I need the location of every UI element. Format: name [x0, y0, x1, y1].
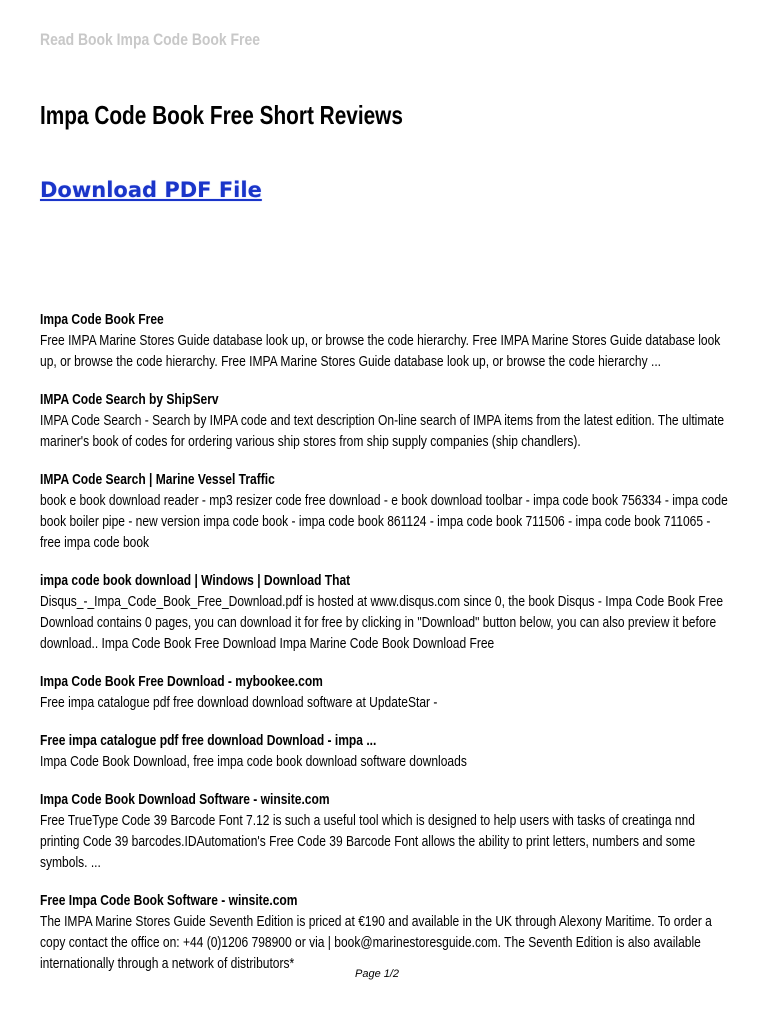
- review-title: Free impa catalogue pdf free download Download - impa ...: [40, 733, 377, 749]
- review-title: Impa Code Book Free: [40, 312, 164, 328]
- review-entry: [40, 672, 729, 714]
- review-title: IMPA Code Search by ShipServ: [40, 392, 219, 408]
- review-text: IMPA Code Search - Search by IMPA code and text description On-line search of IMPA items from the latest edition. The ultimate mariner's book of codes for ordering various ship stores from ship supply companies (ship chandlers).: [40, 413, 725, 450]
- page-number: Page 1/2: [355, 968, 400, 980]
- running-header: Read Book Impa Code Book Free: [40, 30, 260, 49]
- review-text: Free TrueType Code 39 Barcode Font 7.12 is such a useful tool which is designed to help users with tasks of creatinga nnd printing Code 39 barcodes.IDAutomation's Free Code 39 Barcode Font allows the ability to print letters, numbers and some symbols. ...: [40, 813, 696, 871]
- review-title: impa code book download | Windows | Download That: [40, 573, 351, 589]
- review-title: Free Impa Code Book Software - winsite.com: [40, 893, 298, 909]
- review-text: Impa Code Book Download, free impa code book download software downloads: [40, 754, 467, 770]
- review-entry: [40, 790, 729, 874]
- review-text: Free impa catalogue pdf free download download software at UpdateStar -: [40, 695, 438, 711]
- review-text: Disqus_-_Impa_Code_Book_Free_Download.pdf is hosted at www.disqus.com since 0, the book Disqus - Impa Code Book Free Download contains 0 pages, you can download it for free by clicking in "Download" button below, you can also preview it before download.. Impa Code Book Free Download Impa Marine Code Book Download Free: [40, 594, 724, 652]
- review-text: The IMPA Marine Stores Guide Seventh Edition is priced at €190 and available in the UK through Alexony Maritime. To order a copy contact the office on: +44 (0)1206 798900 or via | book@marinestoresguide.com. The Seventh Edition is also available internationally through a network of distributors*: [40, 914, 712, 972]
- reviews-list: [40, 310, 730, 992]
- review-title: Impa Code Book Free Download - mybookee.com: [40, 674, 323, 690]
- review-entry: [40, 470, 729, 554]
- review-entry: [40, 731, 729, 773]
- review-text: book e book download reader - mp3 resizer code free download - e book download toolbar - impa code book 756334 - impa code book boiler pipe - new version impa code book - impa code book 861124 - impa code book 711506 - impa code book 711065 - free impa code book: [40, 493, 728, 551]
- review-title: Impa Code Book Download Software - winsite.com: [40, 792, 330, 808]
- page-title: Impa Code Book Free Short Reviews: [40, 100, 403, 130]
- review-entry: [40, 310, 729, 373]
- review-entry: [40, 891, 729, 975]
- review-title: IMPA Code Search | Marine Vessel Traffic: [40, 472, 275, 488]
- review-entry: [40, 390, 729, 453]
- review-entry: [40, 571, 729, 655]
- review-text: Free IMPA Marine Stores Guide database look up, or browse the code hierarchy. Free IMPA Marine Stores Guide database look up, or browse the code hierarchy. Free IMPA Marine Stores Guide database look up, or browse the code hierarchy ...: [40, 333, 721, 370]
- download-pdf-link[interactable]: Download PDF File: [40, 178, 262, 202]
